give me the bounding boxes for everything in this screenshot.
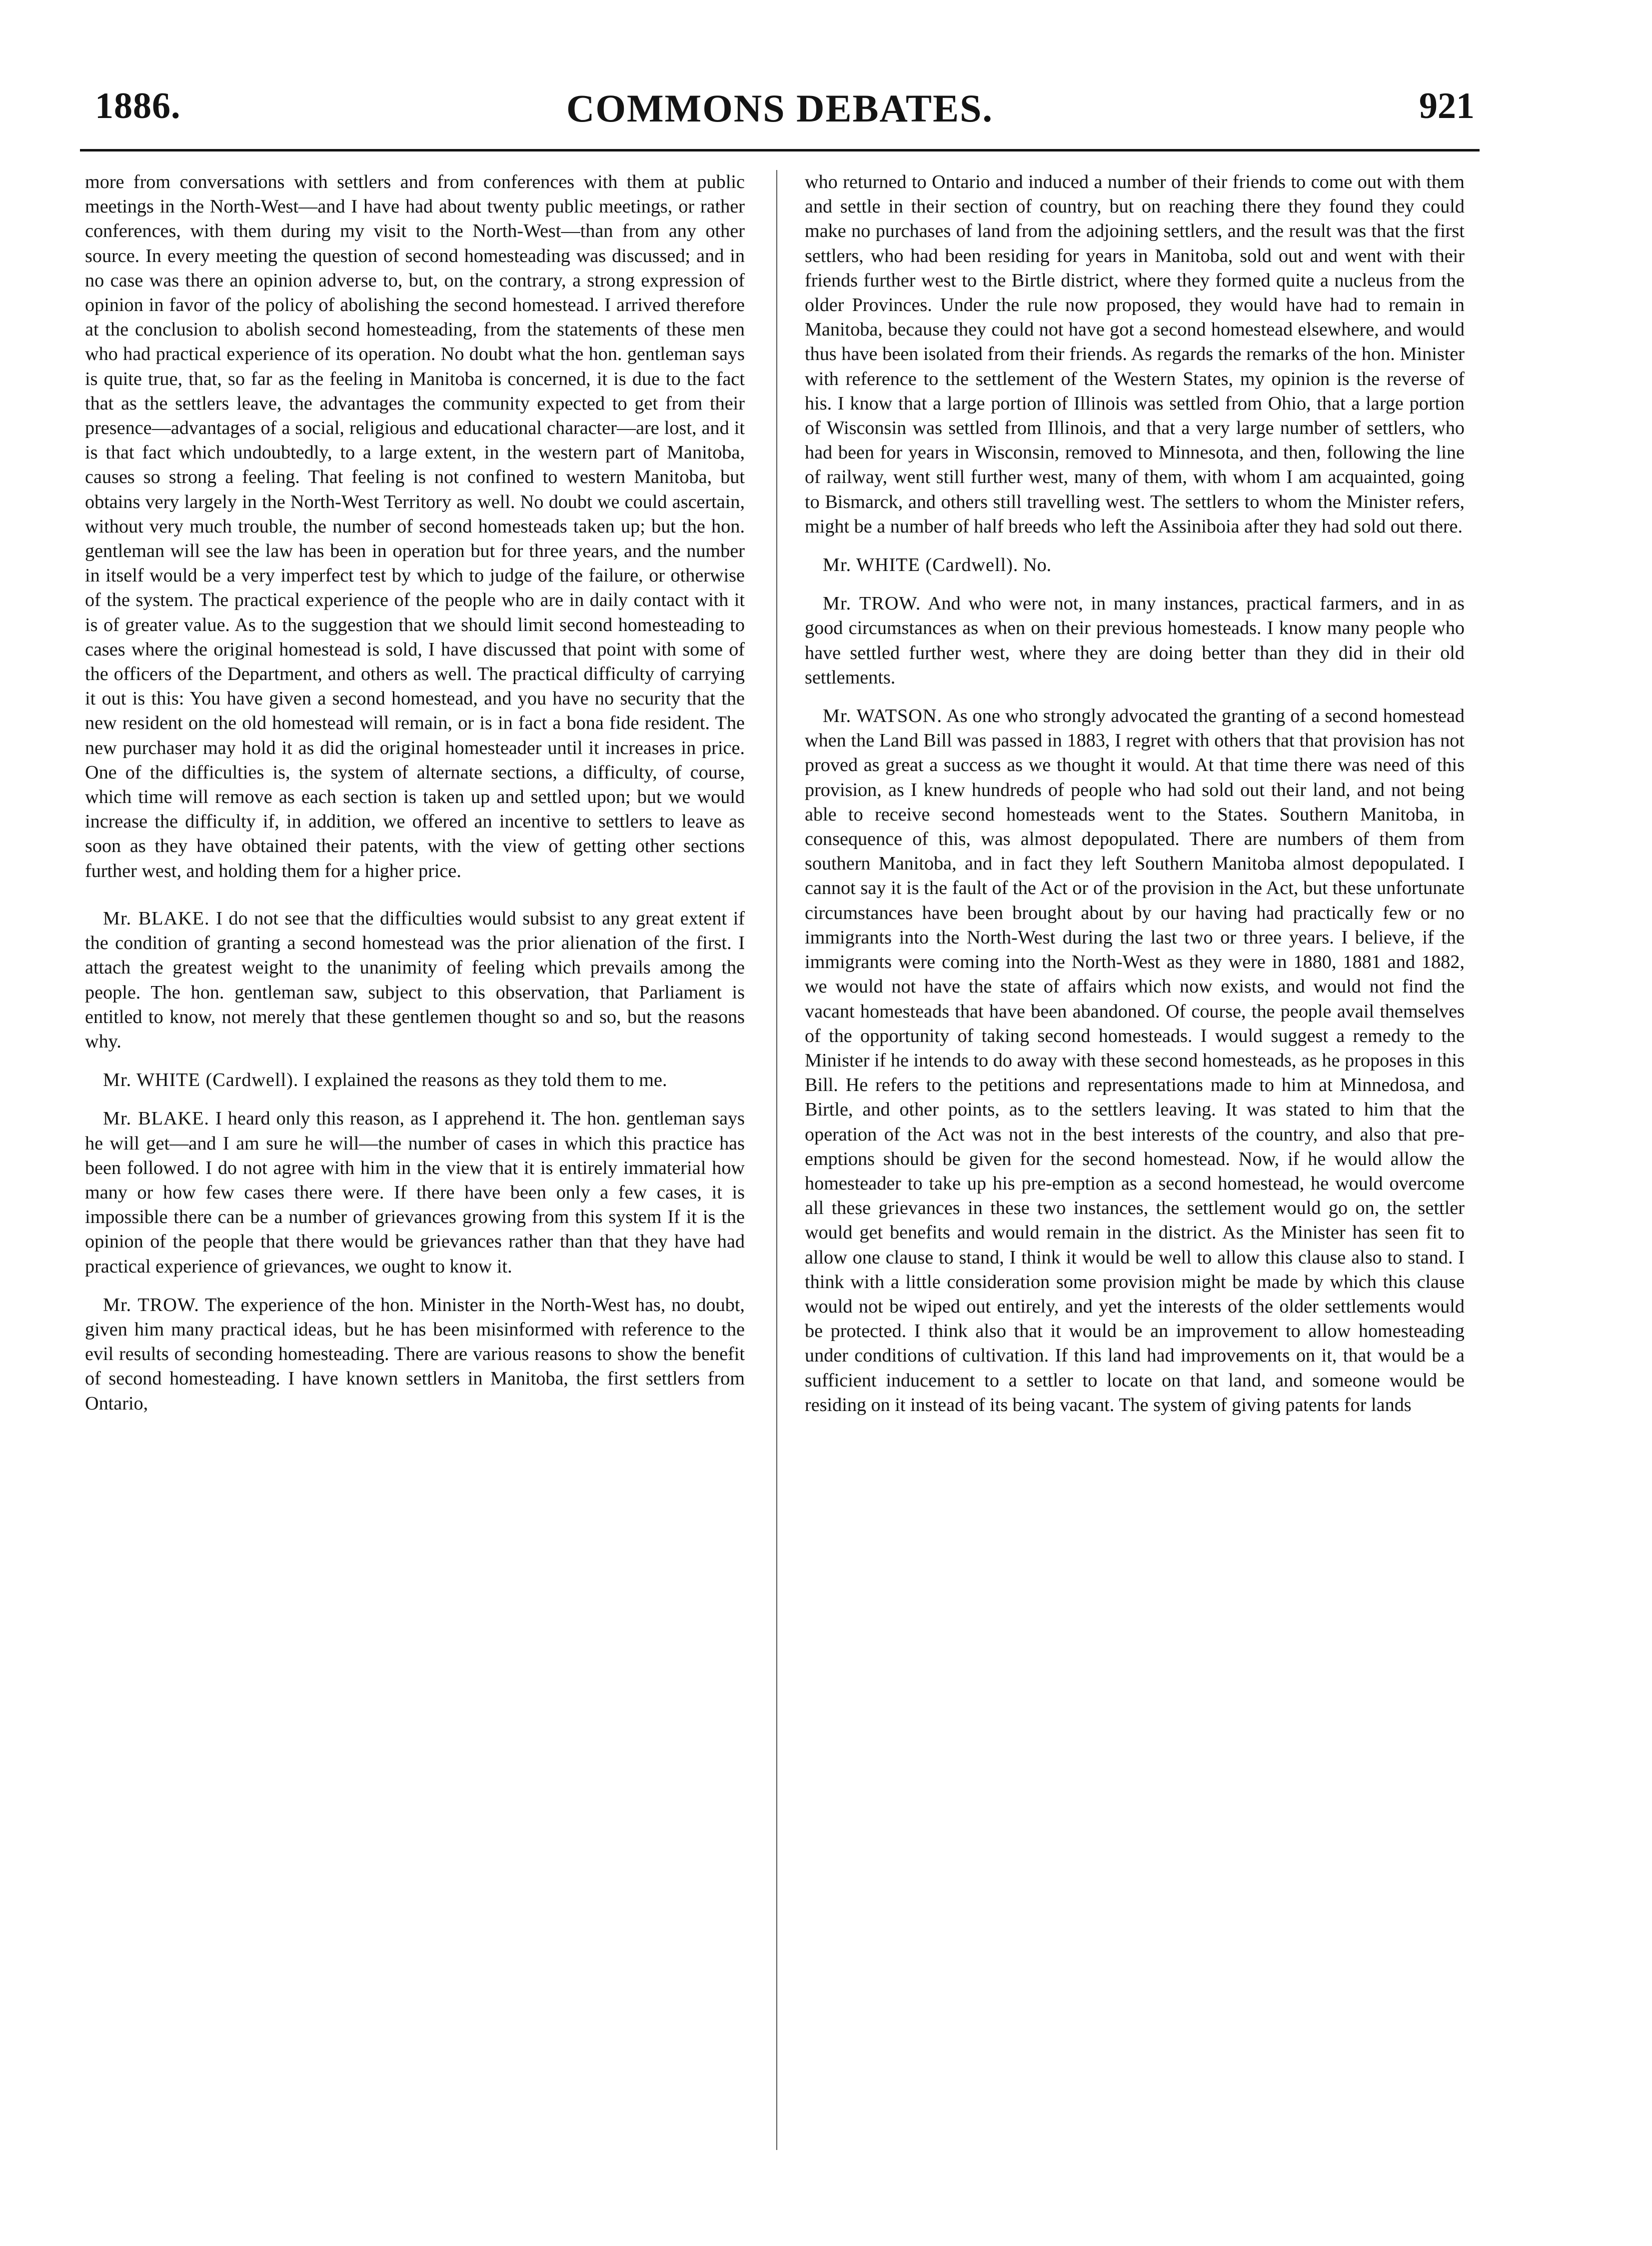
paragraph-text: As one who strongly advocated the granting of a second homestead when the Land Bill was passed in 1883, I regret with others that that provision has not proved as great a success as we thought it would. At that time there was need of this provision, as I knew hundreds of people who had sold out their land, and not being able to receive second homesteads went to the States. Southern Manitoba, in consequence of this, was almost depopulated. There are numbers of them from southern Manitoba, and in fact they left Southern Manitoba almost depopulated. I cannot say it is the fault of the Act or of the provision in the Act, but these unfortunate circumstances have been brought about by our having had practically few or no immigrants into the North-West during the last two or three years. I believe, if the immigrants were coming into the North-West as they were in 1880, 1881 and 1882, we would not have the state of affairs which now exists, and would not find the vacant homesteads that have been abandoned. Of course, the people avail themselves of the opportunity of taking second homesteads. I would suggest a remedy to the Minister if he intends to do away with these second homesteads, as he proposes in this Bill. He refers to the petitions and representations made to him at Minnedosa, and Birtle, and other points, as to the settlers leaving. It was stated to him that the operation of the Act was not in the best interests of the country, and also that pre-emptions should be given for the second homestead. Now, if he would allow the homesteader to take up his pre-emption as a second homestead, he would overcome all these grievances in these two instances, the settlement would go on, the settler would get benefits and would remain in the district. As the Minister has seen fit to allow one clause to stand, I think it would be well to allow this clause also to stand. I think with a little consideration some provision might be made by which this clause would not be wiped out entirely, and yet the interests of the older settlements would be protected. I think also that it would be an improvement to allow homesteading under conditions of cultivation. If this land had improvements on it, that would be a sufficient inducement to a settler to locate on that land, and someone would be residing on it instead of its being vacant. The system of giving patents for lands (805, 706, 1465, 1416)
speaker-name: Mr. TROW. (823, 593, 921, 614)
paragraph-text: I heard only this reason, as I apprehend it. The hon. gentleman says he will get—and I am sure he will—the number of cases in which this practice has been followed. I do not agree with him in the view that it is entirely immaterial how many or how few cases there were. If there have been only a few cases, it is impossible there can be a number of grievances growing from this system If it is the opinion of the people that there would be grievances rather than that they have had practical experience of grievances, we ought to know it. (85, 1108, 745, 1277)
paragraph (85, 1068, 745, 1092)
right-column (805, 170, 1465, 1432)
paragraph (805, 553, 1465, 578)
page-header (80, 75, 1480, 140)
speaker-name: Mr. BLAKE. (103, 908, 210, 929)
page (80, 75, 1480, 2175)
speaker-name: Mr. BLAKE. (103, 1108, 209, 1130)
paragraph-text: No. (1023, 554, 1052, 576)
left-column (85, 170, 745, 1430)
paragraph-text: And who were not, in many instances, practical farmers, and in as good circumstances as when on their previous homesteads. I know many people who have settled further west, where they are doing better than they did in their old settlements. (805, 593, 1465, 688)
paragraph (85, 1106, 745, 1278)
paragraph-text: I do not see that the difficulties would subsist to any great extent if the condition of granting a second homestead was the prior alienation of the first. I attach the greatest weight to the unanimity of feeling which prevails among the people. The hon. gentleman saw, subject to this observation, that Parliament is entitled to know, not merely that these gentlemen thought so and so, but the reasons why. (85, 908, 745, 1052)
speaker-name: Mr. TROW. (103, 1294, 199, 1316)
paragraph (805, 170, 1465, 539)
paragraph (805, 592, 1465, 690)
paragraph-text: I explained the reasons as they told them to me. (303, 1070, 667, 1091)
paragraph-text: The experience of the hon. Minister in the North-West has, no doubt, given him many practical ideas, but he has been misinformed with reference to the evil results of seconding homesteading. There are various reasons to show the benefit of second homesteading. I have known settlers in Manitoba, the first settlers from Ontario, (85, 1294, 745, 1414)
header-page-number: 921 (1419, 86, 1475, 126)
speaker-name: Mr. WATSON. (823, 706, 943, 727)
header-title: COMMONS DEBATES. (566, 86, 993, 130)
column-divider (776, 170, 777, 2150)
speaker-name: Mr. WHITE (Cardwell). (823, 554, 1019, 576)
paragraph (85, 170, 745, 884)
paragraph-text: more from conversations with settlers and from conferences with them at public meetings in the North-West—and I have had about twenty public meetings, or rather conferences, with them during my visit to the North-West—than from any other source. In every meeting the question of second homesteading was discussed; and in no case was there an opinion adverse to, but, on the contrary, a strong expression of opinion in favor of the policy of abolishing the second homestead. I arrived therefore at the conclusion to abolish second homesteading, from the statements of these men who had practical experience of its operation. No doubt what the hon. gentleman says is quite true, that, so far as the feeling in Manitoba is concerned, it is due to the fact that as the settlers leave, the advantages the community expected to get from their presence—advantages of a social, religious and educational character—are lost, and it is that fact which undoubtedly, to a large extent, in the western part of Manitoba, causes so strong a feeling. That feeling is not confined to western Manitoba, but obtains very largely in the North-West Territory as well. No doubt we could ascertain, without very much trouble, the number of second homesteads taken up; but the hon. gentleman will see the law has been in operation but for three years, and the number in itself would be a very imperfect test by which to judge of the failure, or otherwise of the system. The practical experience of the people who are in daily contact with it is of greater value. As to the suggestion that we should limit second homesteading to cases where the original homestead is sold, I have discussed that point with some of the officers of the Department, and others as well. The practical difficulty of carrying it out is this: You have given a second homestead, and you have no security that the new resident on the old homestead will remain, or is in fact a bona fide resident. The new purchaser may hold it as did the original homesteader until it increases in price. One of the difficulties is, the system of alternate sections, a difficulty, of course, which time will remove as each section is taken up and settled upon; but we would increase the difficulty if, in addition, we offered an incentive to settlers to leave as soon as they have obtained their patents, with the view of getting other sections further west, and holding them for a higher price. (85, 172, 745, 882)
header-year: 1886. (95, 86, 181, 126)
paragraph (85, 1293, 745, 1416)
paragraph (805, 704, 1465, 1418)
header-rule (80, 149, 1480, 152)
speaker-name: Mr. WHITE (Cardwell). (103, 1070, 299, 1091)
paragraph (85, 906, 745, 1054)
paragraph-text: who returned to Ontario and induced a number of their friends to come out with them and settle in their section of country, but on reaching there they found they could make no purchases of land from the adjoining settlers, and the result was that the first settlers, who had been residing for years in Manitoba, sold out and went with their friends further west to the Birtle district, where they formed quite a nucleus from the older Provinces. Under the rule now proposed, they would have had to remain in Manitoba, because they could not have got a second homestead elsewhere, and would thus have been isolated from their friends. As regards the remarks of the hon. Minister with reference to the settlement of the Western States, my opinion is the reverse of his. I know that a large portion of Illinois was settled from Ohio, that a large portion of Wisconsin was settled from Illinois, and that a very large number of settlers, who had been for years in Wisconsin, removed to Minnesota, and then, following the line of railway, went still further west, many of them, with whom I am acquainted, going to Bismarck, and others still travelling west. The settlers to whom the Minister refers, might be a number of half breeds who left the Assiniboia after they had sold out there. (805, 172, 1465, 537)
